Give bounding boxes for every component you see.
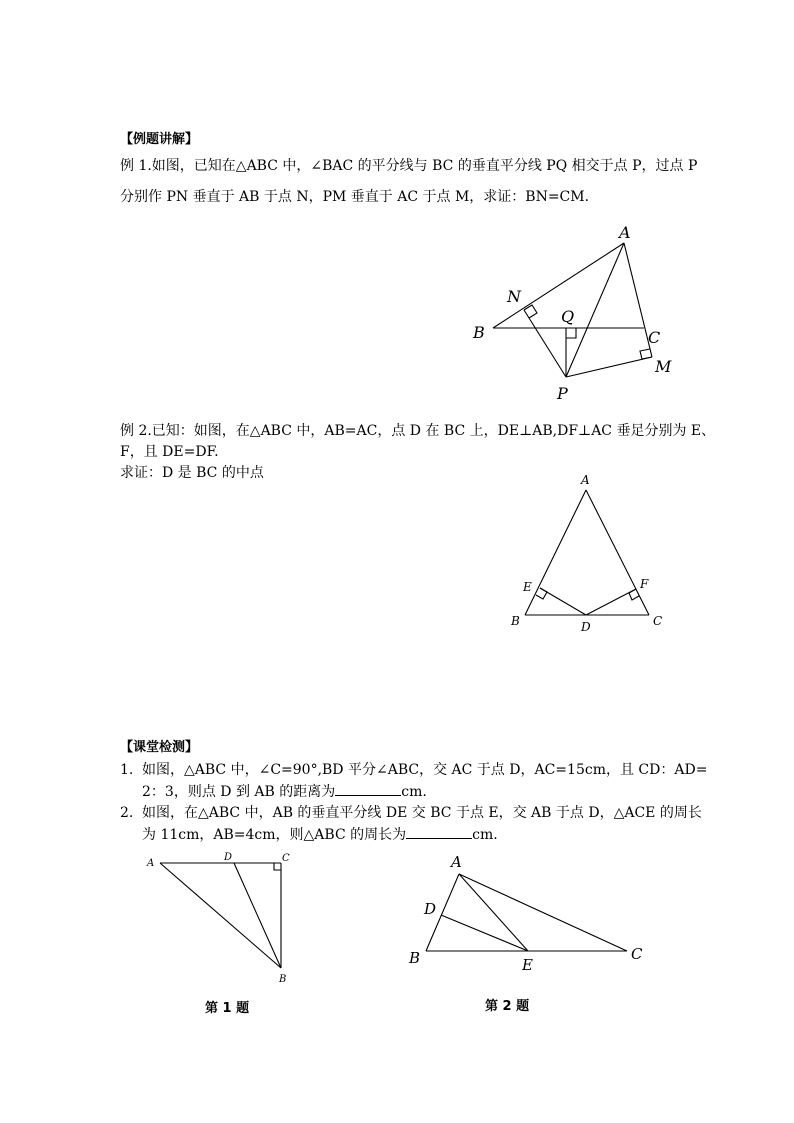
fig4-label-E: E [522,956,533,974]
fig1-label-N: N [507,287,521,306]
example2-line1: 例 2.已知：如图，在△ABC 中，AB=AC，点 D 在 BC 上，DE⊥AB,DF⊥AC 垂足分别为 E、 [120,423,716,439]
fig2-label-B: B [511,614,520,628]
fig4-label-A: A [451,853,462,871]
fig2-label-E: E [523,580,532,594]
example1-line2: 分别作 PN 垂直于 AB 于点 N，PM 垂直于 AC 于点 M，求证：BN=CM． [120,189,599,205]
fig2-label-C: C [653,614,663,628]
fig1-label-C: C [648,328,661,347]
fig2-label-A: A [581,473,590,487]
section-heading-examples: 【例题讲解】 [120,132,199,147]
question2-number: 2. [120,805,134,821]
question1-line2-text: 2：3，则点 D 到 AB 的距离为 [142,784,336,800]
section-heading-class-check: 【课堂检测】 [120,740,199,755]
question2-unit: cm. [472,827,498,843]
fig1-label-B: B [473,323,485,342]
fig4-label-D: D [424,900,437,918]
fig2-label-F: F [640,577,649,591]
example2-line2: F，且 DE=DF. [120,444,219,460]
question1-line1: 如图，△ABC 中，∠C=90°,BD 平分∠ABC，交 AC 于点 D，AC=15cm，且 CD：AD= [142,762,708,778]
fig3-label-B: B [279,974,287,985]
fig1-label-A: A [619,223,631,242]
figure1-caption: 第 1 题 [205,1001,250,1016]
example2-line3: 求证：D 是 BC 的中点 [120,465,264,481]
question1-unit: cm. [401,784,427,800]
fig1-label-P: P [557,384,568,403]
example1-line1: 例 1.如图，已知在△ABC 中，∠BAC 的平分线与 BC 的垂直平分线 PQ 相交于点 P，过点 P [120,158,698,174]
fig1-label-M: M [655,357,672,376]
fig2-label-D: D [581,620,591,634]
question1-number: 1. [120,762,134,778]
fig4-label-B: B [409,949,421,967]
fig3-label-D: D [224,852,233,863]
fig3-label-A: A [147,858,155,869]
question2-line1: 如图，在△ABC 中，AB 的垂直平分线 DE 交 BC 于点 E，交 AB 于点 D，△ACE 的周长 [142,805,702,821]
fig1-label-Q: Q [561,307,575,326]
fig3-label-C: C [282,853,290,864]
fig4-label-C: C [631,945,643,963]
figure2-caption: 第 2 题 [485,999,530,1014]
question2-line2-text: 为 11cm，AB=4cm，则△ABC 的周长为 [142,827,407,843]
